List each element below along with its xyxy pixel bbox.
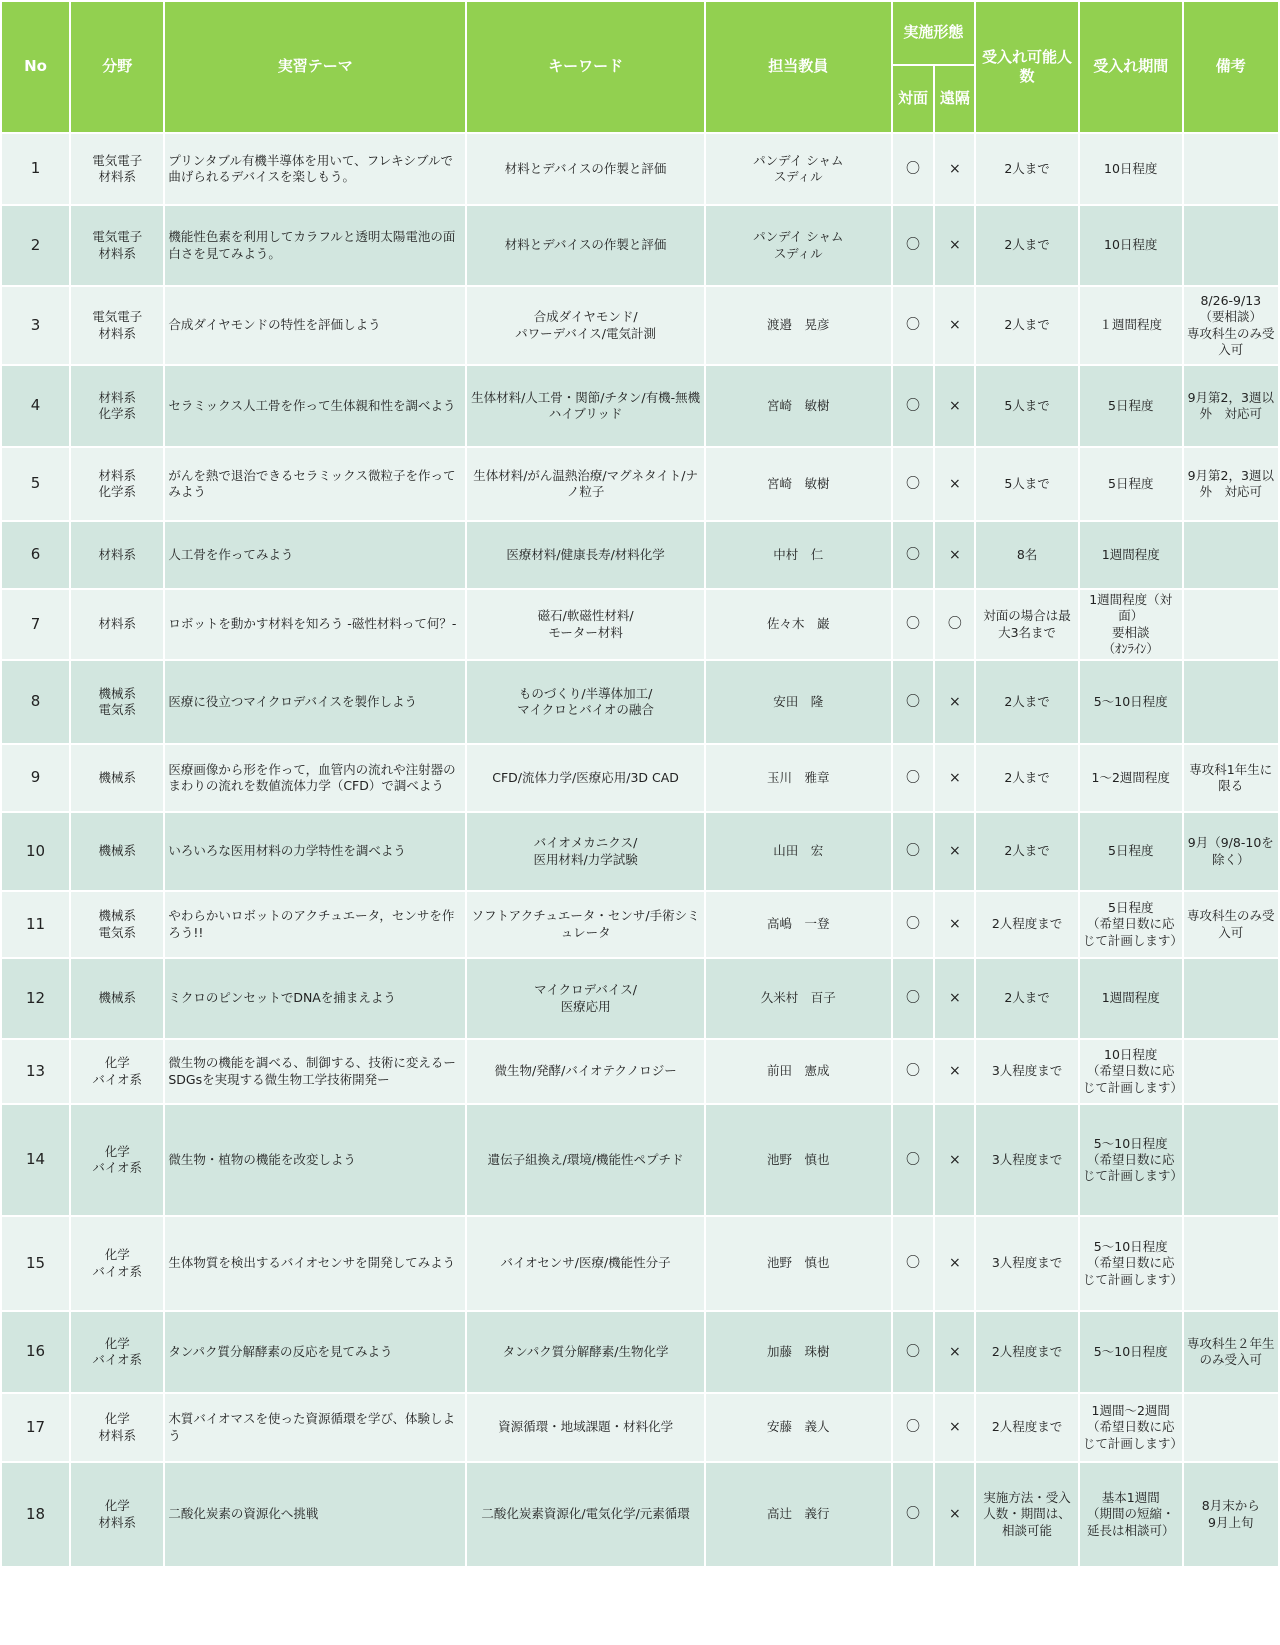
cell-notes: 9月第2，3週以外 対応可 [1184,366,1278,446]
cell-in-person: 〇 [893,287,934,364]
cell-notes: 8/26-9/13 （要相談） 専攻科生のみ受入可 [1184,287,1278,364]
cell-keyword: 遺伝子組換え/環境/機能性ペプチド [467,1105,704,1215]
cell-field: 材料系 化学系 [71,366,163,446]
cell-period: 10日程度 [1080,134,1182,204]
cell-capacity: 8名 [976,522,1078,588]
cell-theme: 二酸化炭素の資源化へ挑戦 [165,1463,465,1566]
cell-remote: × [935,448,974,520]
cell-in-person: 〇 [893,959,934,1038]
cell-field: 化学 材料系 [71,1394,163,1461]
cell-notes: 専攻科1年生に限る [1184,745,1278,811]
cell-remote: × [935,745,974,811]
cell-field: 機械系 [71,745,163,811]
cell-notes [1184,1040,1278,1103]
cell-period: 5～10日程度 （希望日数に応じて計画します） [1080,1217,1182,1310]
cell-field: 化学 バイオ系 [71,1105,163,1215]
cell-keyword: タンパク質分解酵素/生物化学 [467,1312,704,1392]
cell-notes: 専攻科生２年生のみ受入可 [1184,1312,1278,1392]
cell-period: 1週間程度 [1080,522,1182,588]
cell-theme: タンパク質分解酵素の反応を見てみよう [165,1312,465,1392]
cell-period: 5日程度 [1080,448,1182,520]
cell-capacity: 2人程度まで [976,1394,1078,1461]
cell-field: 電気電子 材料系 [71,206,163,285]
cell-remote: × [935,661,974,743]
cell-period: 5～10日程度 [1080,1312,1182,1392]
cell-keyword: 生体材料/人工骨・関節/チタン/有機-無機ハイブリッド [467,366,704,446]
cell-keyword: バイオセンサ/医療/機能性分子 [467,1217,704,1310]
header-remote: 遠隔 [935,66,974,132]
cell-period: 5～10日程度 （希望日数に応じて計画します） [1080,1105,1182,1215]
cell-notes [1184,134,1278,204]
cell-no: 3 [2,287,69,364]
cell-capacity: 3人程度まで [976,1040,1078,1103]
cell-field: 化学 バイオ系 [71,1217,163,1310]
table-row [2,1105,1278,1215]
cell-teacher: 宮崎 敏樹 [706,366,891,446]
cell-capacity: 2人まで [976,134,1078,204]
cell-capacity: 2人まで [976,745,1078,811]
cell-field: 電気電子 材料系 [71,134,163,204]
cell-theme: がんを熱で退治できるセラミックス微粒子を作ってみよう [165,448,465,520]
cell-theme: 微生物・植物の機能を改変しよう [165,1105,465,1215]
cell-teacher: 池野 慎也 [706,1105,891,1215]
table-row [2,134,1278,204]
cell-capacity: 対面の場合は最大3名まで [976,590,1078,659]
cell-theme: 医療に役立つマイクロデバイスを製作しよう [165,661,465,743]
cell-remote: × [935,366,974,446]
cell-no: 17 [2,1394,69,1461]
cell-period: 5日程度 （希望日数に応じて計画します） [1080,892,1182,957]
cell-remote: × [935,1394,974,1461]
cell-theme: 木質バイオマスを使った資源循環を学び、体験しよう [165,1394,465,1461]
cell-keyword: 医療材料/健康長寿/材料化学 [467,522,704,588]
cell-teacher: 佐々木 巌 [706,590,891,659]
cell-theme: プリンタブル有機半導体を用いて、フレキシブルで曲げられるデバイスを楽しもう。 [165,134,465,204]
cell-theme: 生体物質を検出するバイオセンサを開発してみよう [165,1217,465,1310]
table-row [2,892,1278,957]
cell-remote: × [935,813,974,890]
cell-in-person: 〇 [893,1312,934,1392]
cell-teacher: 高辻 義行 [706,1463,891,1566]
cell-remote: × [935,1463,974,1566]
table-row [2,1394,1278,1461]
table-row [2,522,1278,588]
cell-capacity: 2人程度まで [976,892,1078,957]
cell-keyword: 合成ダイヤモンド/ パワーデバイス/電気計測 [467,287,704,364]
cell-remote: × [935,892,974,957]
cell-remote: × [935,522,974,588]
cell-teacher: 池野 慎也 [706,1217,891,1310]
header-theme: 実習テーマ [165,2,465,132]
cell-period: 1週間～2週間 （希望日数に応じて計画します） [1080,1394,1182,1461]
cell-remote: 〇 [935,590,974,659]
cell-no: 8 [2,661,69,743]
table-row [2,959,1278,1038]
cell-field: 化学 バイオ系 [71,1040,163,1103]
cell-no: 7 [2,590,69,659]
cell-field: 材料系 [71,590,163,659]
cell-period: 1週間程度（対面） 要相談 （ｵﾝﾗｲﾝ） [1080,590,1182,659]
cell-keyword: 材料とデバイスの作製と評価 [467,134,704,204]
table-row [2,366,1278,446]
cell-teacher: パンデイ シャム スディル [706,134,891,204]
cell-capacity: 実施方法・受入人数・期間は、相談可能 [976,1463,1078,1566]
cell-in-person: 〇 [893,1105,934,1215]
cell-in-person: 〇 [893,1463,934,1566]
cell-in-person: 〇 [893,366,934,446]
cell-keyword: ソフトアクチュエータ・センサ/手術シミュレータ [467,892,704,957]
cell-in-person: 〇 [893,813,934,890]
cell-period: 5～10日程度 [1080,661,1182,743]
cell-notes: 専攻科生のみ受入可 [1184,892,1278,957]
cell-remote: × [935,959,974,1038]
cell-in-person: 〇 [893,1394,934,1461]
header-period: 受入れ期間 [1080,2,1182,132]
cell-keyword: 微生物/発酵/バイオテクノロジー [467,1040,704,1103]
cell-capacity: 2人程度まで [976,1312,1078,1392]
cell-in-person: 〇 [893,522,934,588]
cell-remote: × [935,1312,974,1392]
cell-in-person: 〇 [893,448,934,520]
cell-no: 10 [2,813,69,890]
table-row [2,745,1278,811]
cell-no: 5 [2,448,69,520]
cell-keyword: バイオメカニクス/ 医用材料/力学試験 [467,813,704,890]
cell-teacher: 中村 仁 [706,522,891,588]
cell-capacity: 2人まで [976,959,1078,1038]
cell-no: 16 [2,1312,69,1392]
cell-theme: 医療画像から形を作って，血管内の流れや注射器のまわりの流れを数値流体力学（CFD）で調べよう [165,745,465,811]
cell-no: 18 [2,1463,69,1566]
header-in-person: 対面 [893,66,934,132]
cell-notes: 9月第2，3週以外 対応可 [1184,448,1278,520]
cell-period: 10日程度 （希望日数に応じて計画します） [1080,1040,1182,1103]
cell-keyword: 磁石/軟磁性材料/ モーター材料 [467,590,704,659]
cell-notes [1184,1217,1278,1310]
table-row [2,1217,1278,1310]
cell-field: 材料系 [71,522,163,588]
cell-in-person: 〇 [893,1040,934,1103]
cell-no: 13 [2,1040,69,1103]
cell-capacity: 5人まで [976,448,1078,520]
cell-teacher: 前田 憲成 [706,1040,891,1103]
cell-remote: × [935,1040,974,1103]
cell-period: 5日程度 [1080,813,1182,890]
cell-theme: ミクロのピンセットでDNAを捕まえよう [165,959,465,1038]
cell-capacity: 2人まで [976,813,1078,890]
cell-capacity: 2人まで [976,287,1078,364]
cell-in-person: 〇 [893,134,934,204]
cell-in-person: 〇 [893,892,934,957]
cell-notes [1184,1394,1278,1461]
cell-teacher: パンデイ シャム スディル [706,206,891,285]
cell-capacity: 2人まで [976,206,1078,285]
cell-notes [1184,959,1278,1038]
header-field: 分野 [71,2,163,132]
cell-teacher: 山田 宏 [706,813,891,890]
cell-capacity: 5人まで [976,366,1078,446]
cell-teacher: 玉川 雅章 [706,745,891,811]
table-row [2,590,1278,659]
cell-keyword: マイクロデバイス/ 医療応用 [467,959,704,1038]
cell-period: 5日程度 [1080,366,1182,446]
cell-no: 9 [2,745,69,811]
cell-teacher: 久米村 百子 [706,959,891,1038]
cell-teacher: 渡邉 晃彦 [706,287,891,364]
cell-period: １週間程度 [1080,287,1182,364]
cell-no: 2 [2,206,69,285]
header-capacity: 受入れ可能人数 [976,2,1078,132]
cell-keyword: 資源循環・地域課題・材料化学 [467,1394,704,1461]
cell-theme: ロボットを動かす材料を知ろう -磁性材料って何？- [165,590,465,659]
header-teacher: 担当教員 [706,2,891,132]
cell-theme: いろいろな医用材料の力学特性を調べよう [165,813,465,890]
table-row [2,813,1278,890]
cell-teacher: 高嶋 一登 [706,892,891,957]
cell-in-person: 〇 [893,661,934,743]
cell-teacher: 安藤 義人 [706,1394,891,1461]
table-row [2,448,1278,520]
cell-teacher: 加藤 珠樹 [706,1312,891,1392]
cell-theme: 機能性色素を利用してカラフルと透明太陽電池の面白さを見てみよう。 [165,206,465,285]
cell-no: 1 [2,134,69,204]
cell-keyword: 二酸化炭素資源化/電気化学/元素循環 [467,1463,704,1566]
cell-field: 化学 材料系 [71,1463,163,1566]
cell-in-person: 〇 [893,745,934,811]
cell-field: 電気電子 材料系 [71,287,163,364]
cell-capacity: 3人程度まで [976,1105,1078,1215]
cell-theme: 合成ダイヤモンドの特性を評価しよう [165,287,465,364]
cell-notes [1184,661,1278,743]
cell-keyword: 材料とデバイスの作製と評価 [467,206,704,285]
cell-remote: × [935,287,974,364]
cell-field: 機械系 [71,813,163,890]
cell-remote: × [935,1217,974,1310]
cell-capacity: 2人まで [976,661,1078,743]
table-row [2,1463,1278,1566]
cell-theme: 人工骨を作ってみよう [165,522,465,588]
header-notes: 備考 [1184,2,1278,132]
cell-teacher: 安田 隆 [706,661,891,743]
cell-field: 機械系 電気系 [71,661,163,743]
table-row [2,206,1278,285]
cell-field: 機械系 電気系 [71,892,163,957]
cell-no: 14 [2,1105,69,1215]
cell-theme: やわらかいロボットのアクチュエータ，センサを作ろう!! [165,892,465,957]
cell-field: 機械系 [71,959,163,1038]
cell-remote: × [935,1105,974,1215]
cell-period: 10日程度 [1080,206,1182,285]
header-keyword: キーワード [467,2,704,132]
cell-in-person: 〇 [893,590,934,659]
cell-notes [1184,1105,1278,1215]
table-body [2,134,1278,1566]
cell-remote: × [935,134,974,204]
cell-keyword: 生体材料/がん温熱治療/マグネタイト/ナノ粒子 [467,448,704,520]
cell-capacity: 3人程度まで [976,1217,1078,1310]
cell-notes: 8月末から 9月上旬 [1184,1463,1278,1566]
cell-no: 12 [2,959,69,1038]
cell-field: 化学 バイオ系 [71,1312,163,1392]
cell-no: 15 [2,1217,69,1310]
cell-remote: × [935,206,974,285]
cell-keyword: CFD/流体力学/医療応用/3D CAD [467,745,704,811]
cell-no: 6 [2,522,69,588]
table-row [2,661,1278,743]
cell-period: 基本1週間 （期間の短縮・延長は相談可） [1080,1463,1182,1566]
table-row [2,1040,1278,1103]
cell-theme: セラミックス人工骨を作って生体親和性を調べよう [165,366,465,446]
cell-keyword: ものづくり/半導体加工/ マイクロとバイオの融合 [467,661,704,743]
table-row [2,287,1278,364]
cell-notes [1184,590,1278,659]
cell-no: 4 [2,366,69,446]
table-row [2,1312,1278,1392]
cell-theme: 微生物の機能を調べる、制御する、技術に変えるーSDGsを実現する微生物工学技術開発ー [165,1040,465,1103]
cell-no: 11 [2,892,69,957]
cell-period: 1～2週間程度 [1080,745,1182,811]
cell-field: 材料系 化学系 [71,448,163,520]
cell-in-person: 〇 [893,206,934,285]
cell-notes [1184,206,1278,285]
cell-notes [1184,522,1278,588]
cell-period: 1週間程度 [1080,959,1182,1038]
header-no: No [2,2,69,132]
cell-notes: 9月（9/8-10を除く） [1184,813,1278,890]
header-format: 実施形態 [893,2,975,64]
cell-in-person: 〇 [893,1217,934,1310]
cell-teacher: 宮崎 敏樹 [706,448,891,520]
